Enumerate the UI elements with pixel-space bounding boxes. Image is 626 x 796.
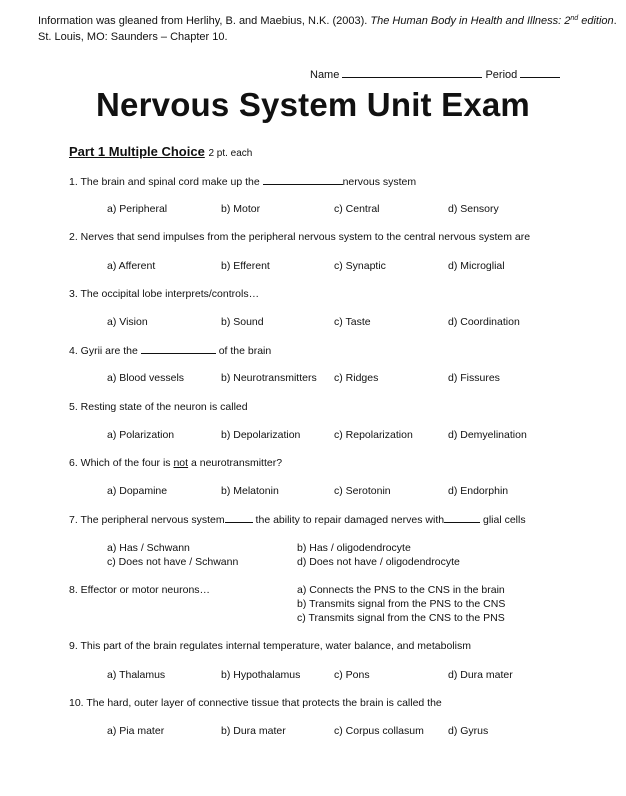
q6-option-b[interactable]: b) Melatonin [221, 485, 279, 497]
q2-option-b[interactable]: b) Efferent [221, 260, 270, 272]
question-9: 9. This part of the brain regulates internal temperature, water balance, and metabolism [69, 640, 471, 652]
q10-option-a[interactable]: a) Pia mater [107, 725, 165, 737]
question-text: 4. Gyrii are the [69, 345, 141, 357]
question-text-end: glial cells [480, 514, 526, 526]
q6-option-c[interactable]: c) Serotonin [334, 485, 391, 497]
q10-option-d[interactable]: d) Gyrus [448, 725, 489, 737]
question-7 [69, 513, 526, 526]
period-field[interactable] [520, 68, 560, 78]
q8-option-c[interactable]: c) Transmits signal from the CNS to the PNS [297, 612, 505, 624]
question-4 [69, 344, 271, 357]
citation-superscript: nd [570, 15, 579, 22]
citation-authors: Information was gleaned from Herlihy, B. and Maebius, N.K. (2003). [38, 15, 371, 27]
q3-option-c[interactable]: c) Taste [334, 316, 371, 328]
q5-option-a[interactable]: a) Polarization [107, 429, 175, 441]
q8-option-a[interactable]: a) Connects the PNS to the CNS in the brain [297, 584, 505, 596]
name-period-bar [310, 68, 560, 81]
answer-blank [141, 344, 216, 354]
citation-book-title [370, 15, 613, 27]
question-5: 5. Resting state of the neuron is called [69, 401, 248, 413]
q2-option-a[interactable]: a) Afferent [107, 260, 156, 272]
name-field[interactable] [342, 68, 482, 78]
q6-option-a[interactable]: a) Dopamine [107, 485, 168, 497]
citation-edition: edition [578, 15, 614, 27]
q5-option-d[interactable]: d) Demyelination [448, 429, 527, 441]
question-text-mid: the ability to repair damaged nerves with [252, 514, 445, 526]
q9-option-c[interactable]: c) Pons [334, 669, 370, 681]
q3-option-d[interactable]: d) Coordination [448, 316, 520, 328]
question-2: 2. Nerves that send impulses from the peripheral nervous system to the central nervous system are [69, 231, 531, 243]
section-points: 2 pt. each [208, 148, 253, 159]
answer-blank-2 [444, 513, 480, 523]
emphasis-not: not [173, 457, 189, 469]
q2-option-c[interactable]: c) Synaptic [334, 260, 386, 272]
q9-option-a[interactable]: a) Thalamus [107, 669, 166, 681]
q7-option-d[interactable]: d) Does not have / oligodendrocyte [297, 556, 460, 568]
q4-option-a[interactable]: a) Blood vessels [107, 372, 185, 384]
question-text-end: nervous system [342, 176, 417, 188]
q3-option-b[interactable]: b) Sound [221, 316, 264, 328]
q7-option-b[interactable]: b) Has / oligodendrocyte [297, 542, 411, 554]
question-3: 3. The occipital lobe interprets/controls… [69, 288, 260, 300]
citation-line-1 [38, 15, 617, 28]
q7-option-c[interactable]: c) Does not have / Schwann [107, 556, 239, 568]
section-heading [69, 144, 252, 159]
q8-option-b[interactable]: b) Transmits signal from the PNS to the CNS [297, 598, 506, 610]
question-1 [69, 175, 416, 188]
q1-option-d[interactable]: d) Sensory [448, 203, 499, 215]
citation-line-2: St. Louis, MO: Saunders – Chapter 10. [38, 31, 228, 43]
question-text-end: of the brain [215, 345, 272, 357]
answer-blank [263, 175, 343, 185]
answer-blank-1 [225, 513, 253, 523]
q6-option-d[interactable]: d) Endorphin [448, 485, 509, 497]
q10-option-c[interactable]: c) Corpus collasum [334, 725, 424, 737]
question-8: 8. Effector or motor neurons… [69, 584, 211, 596]
q1-option-b[interactable]: b) Motor [221, 203, 261, 215]
q4-option-c[interactable]: c) Ridges [334, 372, 379, 384]
q2-option-d[interactable]: d) Microglial [448, 260, 505, 272]
q10-option-b[interactable]: b) Dura mater [221, 725, 286, 737]
question-text: 6. Which of the four is [69, 457, 174, 469]
citation-period: . [613, 15, 617, 27]
q9-option-d[interactable]: d) Dura mater [448, 669, 513, 681]
page-title: Nervous System Unit Exam [96, 86, 530, 123]
question-text: 1. The brain and spinal cord make up the [69, 176, 263, 188]
q7-option-a[interactable]: a) Has / Schwann [107, 542, 190, 554]
question-10: 10. The hard, outer layer of connective tissue that protects the brain is called the [69, 697, 442, 709]
section-title: Part 1 Multiple Choice [69, 144, 205, 159]
name-label: Name [310, 69, 340, 81]
q9-option-b[interactable]: b) Hypothalamus [221, 669, 301, 681]
q1-option-a[interactable]: a) Peripheral [107, 203, 168, 215]
q4-option-b[interactable]: b) Neurotransmitters [221, 372, 317, 384]
q1-option-c[interactable]: c) Central [334, 203, 380, 215]
q3-option-a[interactable]: a) Vision [107, 316, 148, 328]
question-text-end: a neurotransmitter? [188, 457, 283, 469]
q4-option-d[interactable]: d) Fissures [448, 372, 500, 384]
citation-book-title-text: The Human Body in Health and Illness: 2 [370, 15, 571, 27]
q5-option-b[interactable]: b) Depolarization [221, 429, 301, 441]
question-6 [69, 457, 282, 469]
q5-option-c[interactable]: c) Repolarization [334, 429, 413, 441]
question-text: 7. The peripheral nervous system [69, 514, 225, 526]
period-label: Period [485, 69, 518, 81]
